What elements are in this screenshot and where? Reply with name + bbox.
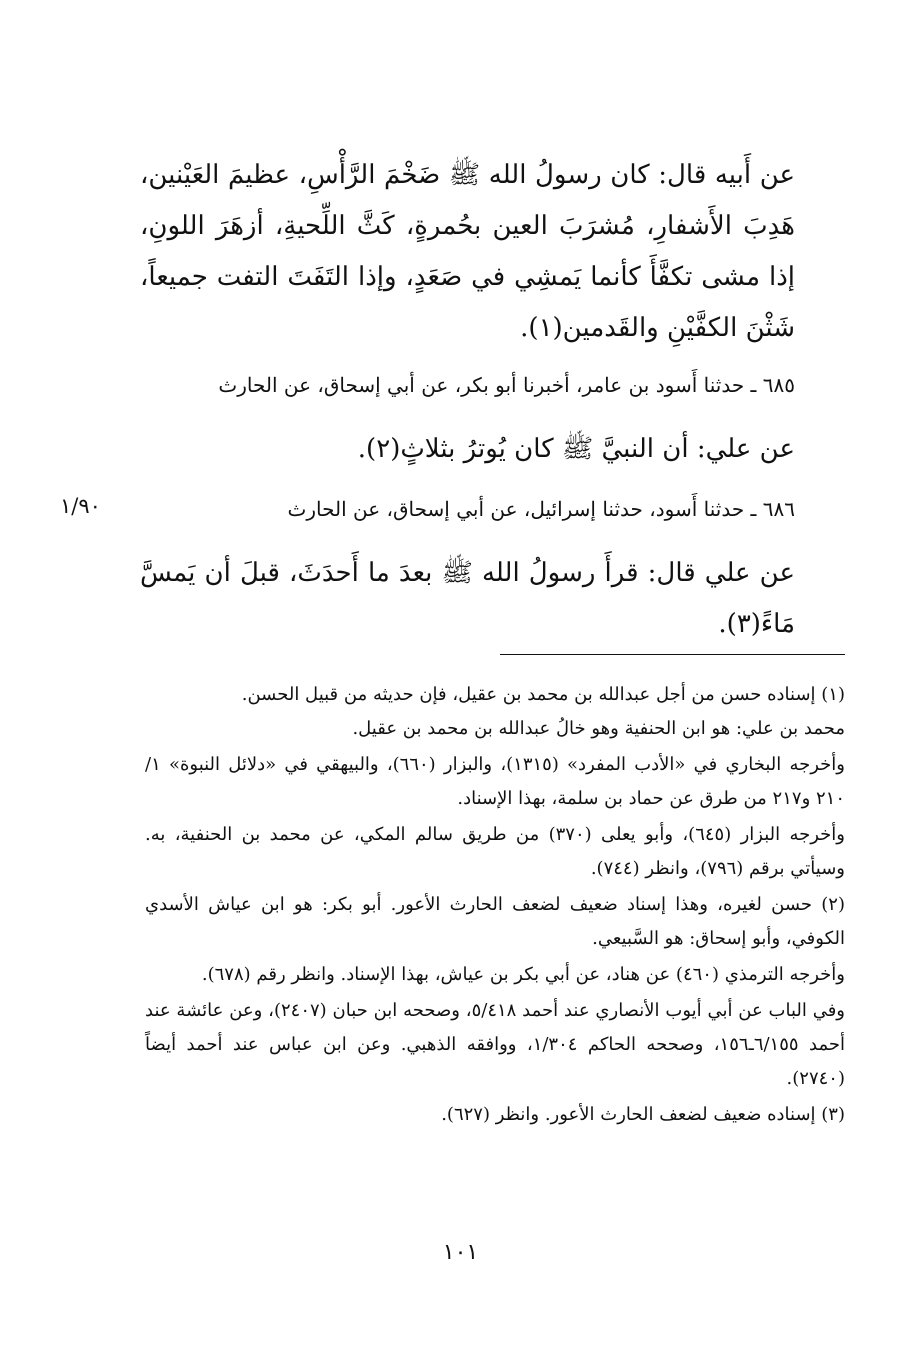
footnote-2: (٢) حسن لغيره، وهذا إسناد ضعيف لضعف الحارث الأعور. أبو بكر: هو ابن عياش الأسدي الكوفي، وأبو إسحاق: هو السَّبيعي.: [145, 894, 845, 949]
hadith-684-continuation: عن أَبيه قال: كان رسولُ الله ﷺ ضَخْمَ الرَّأْسِ، عظيمَ العَيْنين، هَدِبَ الأَشفارِ، مُشرَبَ العين بحُمرةٍ، كَثَّ اللِّحيةِ، أزهَرَ اللونِ، إذا مشى تكفَّأَ كأنما يَمشِي في صَعَدٍ، وإذا التَفَتَ التفت جميعاً، شَثْنَ الكفَّيْنِ والقَدمين(١).: [140, 160, 795, 343]
hadith-685-isnad: ٦٨٥ ـ حدثنا أَسود بن عامر، أخبرنا أبو بكر، عن أبي إسحاق، عن الحارث: [218, 373, 795, 397]
footnote-1-narrator-note: محمد بن علي: هو ابن الحنفية وهو خالُ عبدالله بن محمد بن عقيل.: [352, 718, 845, 739]
main-text: [140, 150, 795, 354]
hadith-685-text: عن علي: أن النبيَّ ﷺ كان يُوترُ بثلاثٍ(٢).: [357, 434, 795, 464]
footnote-1-takhrij-a: وأخرجه البخاري في «الأدب المفرد» (١٣١٥)، والبزار (٦٦٠)، والبيهقي في «دلائل النبوة» ١/ ٢١٠ و٢١٧ من طرق عن حماد بن سلمة، بهذا الإسناد.: [145, 754, 845, 809]
hadith-686-isnad: ٦٨٦ ـ حدثنا أَسود، حدثنا إسرائيل، عن أبي إسحاق، عن الحارث: [287, 497, 795, 521]
footnote-2-shawahid: وفي الباب عن أبي أيوب الأنصاري عند أحمد ٥/٤١٨، وصححه ابن حبان (٢٤٠٧)، وعن عائشة عند أحمد ٦/١٥٥ـ١٥٦، وصححه الحاكم ١/٣٠٤، ووافقه الذهبي. وعن ابن عباس عند أحمد أيضاً (٢٧٤٠).: [145, 1000, 846, 1089]
hadith-686-text: عن علي قال: قرأَ رسولُ الله ﷺ بعدَ ما أَحدَثَ، قبلَ أن يَمسَّ مَاءً(٣).: [140, 558, 795, 639]
footnote-1: (١) إسناده حسن من أجل عبدالله بن محمد بن عقيل، فإن حديثه من قبيل الحسن.: [241, 684, 845, 705]
page-number: ١٠١: [442, 1240, 479, 1265]
footnote-2-takhrij: وأخرجه الترمذي (٤٦٠) عن هناد، عن أبي بكر بن عياش، بهذا الإسناد. وانظر رقم (٦٧٨).: [201, 964, 845, 985]
margin-volume-page-ref: ١/٩٠: [60, 494, 101, 518]
footnotes: [145, 678, 845, 1132]
footnote-3: (٣) إسناده ضعيف لضعف الحارث الأعور. وانظر (٦٢٧).: [441, 1104, 845, 1125]
footnote-separator: [500, 654, 845, 655]
footnote-1-takhrij-b: وأخرجه البزار (٦٤٥)، وأبو يعلى (٣٧٠) من طريق سالم المكي، عن محمد بن الحنفية، به. وسيأتي برقم (٧٩٦)، وانظر (٧٤٤).: [145, 824, 846, 879]
